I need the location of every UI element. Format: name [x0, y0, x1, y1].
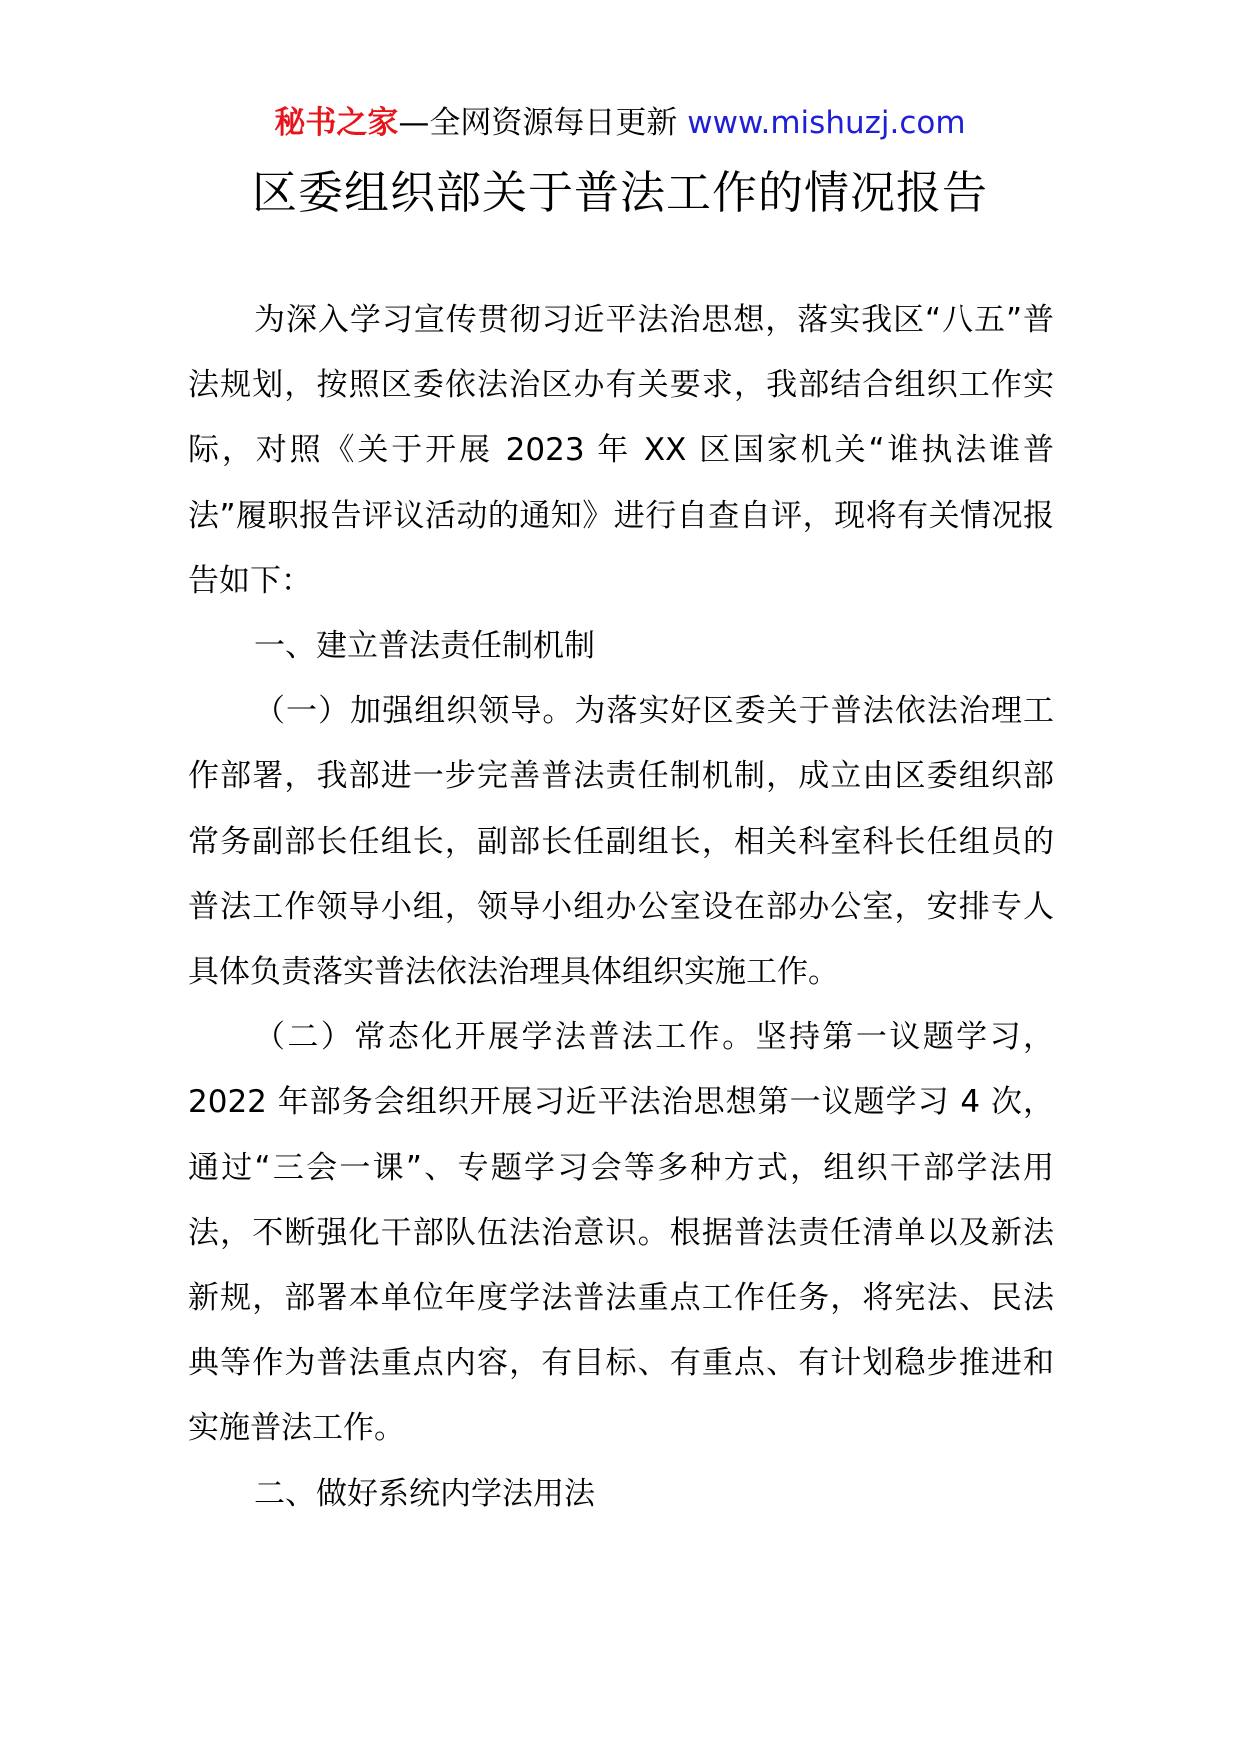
- brand-name: 秘书之家: [274, 105, 399, 141]
- subsection-paragraph-2: （二）常态化开展学法普法工作。坚持第一议题学习，2022 年部务会组织开展习近平法治思想第一议题学习 4 次，通过“三会一课”、专题学习会等多种方式，组织干部学法用法，不断强化干部队伍法治意识。根据普法责任清单以及新法新规，部署本单位年度学法普法重点工作任务，将宪法、民法典等作为普法重点内容，有目标、有重点、有计划稳步推进和实施普法工作。: [188, 1019, 1054, 1447]
- subsection-paragraph-1: （一）加强组织领导。为落实好区委关于普法依法治理工作部署，我部进一步完善普法责任制机制，成立由区委组织部常务副部长任组长，副部长任副组长，相关科室科长任组员的普法工作领导小组，领导小组办公室设在部办公室，安排专人具体负责落实普法依法治理具体组织实施工作。: [188, 693, 1054, 991]
- section-heading-2: 二、做好系统内学法用法: [254, 1475, 595, 1512]
- brand-slogan: —全网资源每日更新: [398, 105, 678, 141]
- section-heading-1: 一、建立普法责任制机制: [254, 628, 595, 665]
- document-body: [188, 288, 1054, 1527]
- document-title: 区委组织部关于普法工作的情况报告: [251, 166, 988, 219]
- source-banner: [0, 102, 1240, 144]
- brand-url-link[interactable]: www.mishuzj.com: [687, 105, 966, 141]
- intro-paragraph: 为深入学习宣传贯彻习近平法治思想，落实我区“八五”普法规划，按照区委依法治区办有关要求，我部结合组织工作实际，对照《关于开展 2023 年 XX 区国家机关“谁执法谁普法”履职报告评议活动的通知》进行自查自评，现将有关情况报告如下：: [188, 302, 1054, 599]
